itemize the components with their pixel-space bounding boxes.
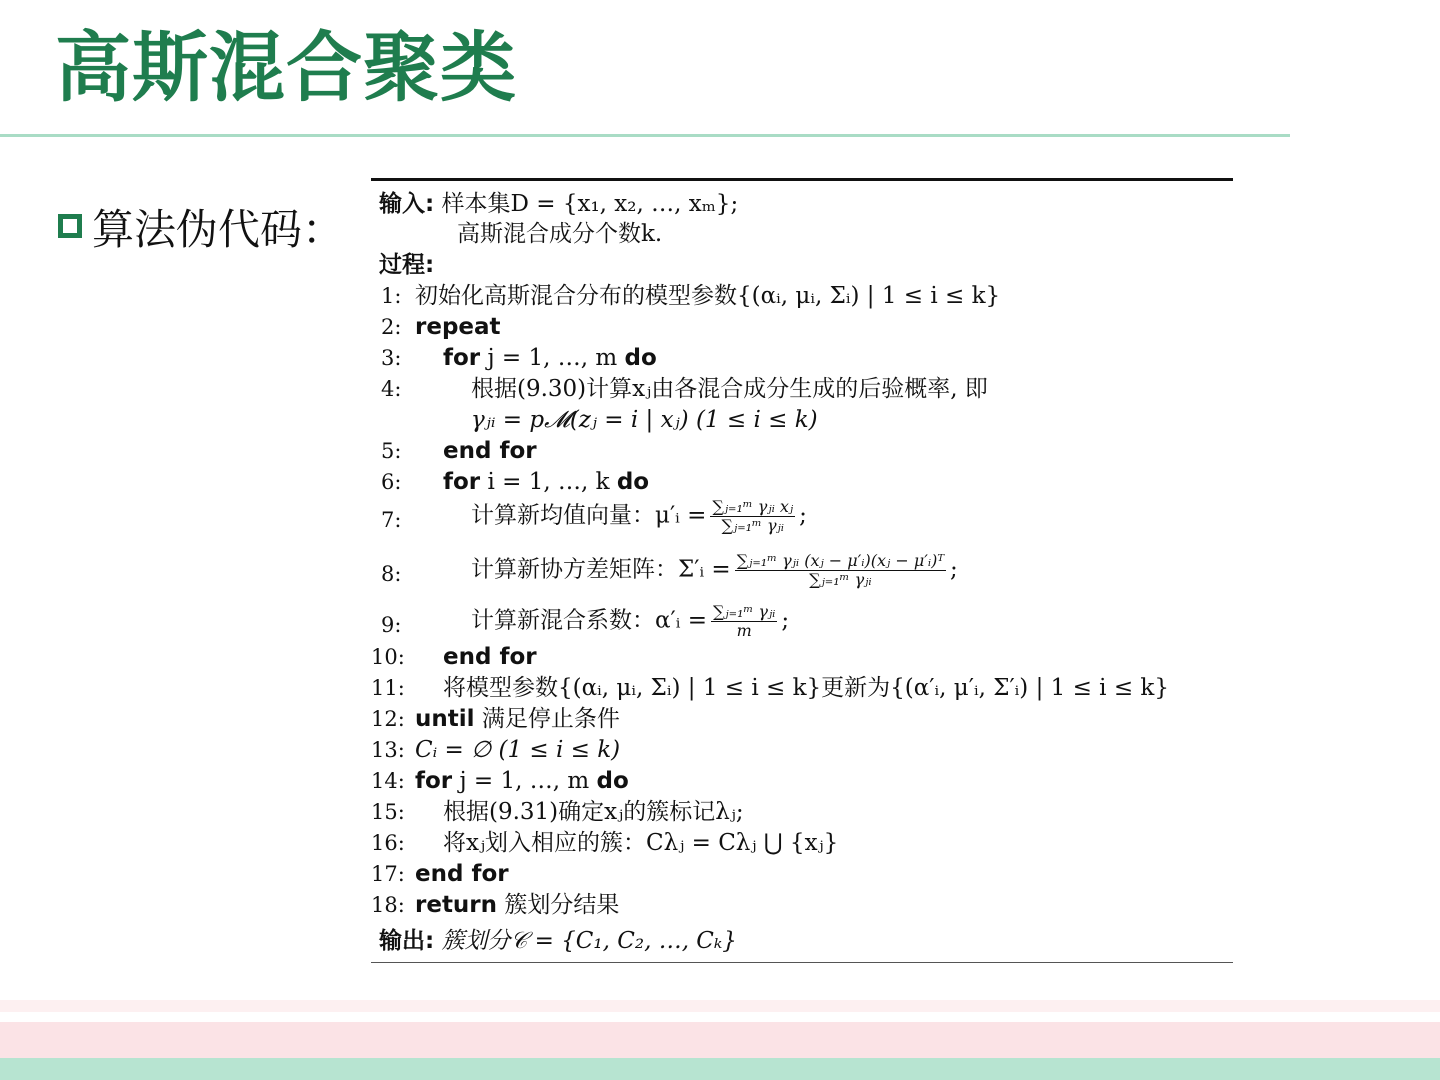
step-text: γⱼᵢ = p𝓜(zⱼ = i | xⱼ) (1 ≤ i ≤ k) (471, 407, 818, 433)
fraction-suffix: ; (799, 502, 807, 529)
fraction-numerator: ∑ⱼ₌₁ᵐ γⱼᵢ xⱼ (712, 497, 794, 516)
bullet-label: 算法伪代码： (92, 205, 345, 254)
output-text: 簇划分𝒞 = {C₁, C₂, …, Cₖ} (441, 928, 737, 954)
title-divider (0, 134, 1290, 137)
algorithm-bottom-rule (371, 962, 1233, 963)
fraction-numerator: ∑ⱼ₌₁ᵐ γⱼᵢ (xⱼ − μ′ᵢ)(xⱼ − μ′ᵢ)ᵀ (736, 551, 945, 570)
step-number: 14: (371, 769, 405, 793)
step-number: 6: (381, 470, 402, 494)
mean-fraction (710, 498, 795, 535)
algorithm-box (371, 178, 1233, 964)
slide-title: 高斯混合聚类 (55, 23, 517, 112)
step-text (471, 498, 807, 535)
step-text: return 簇划分结果 (415, 892, 620, 918)
step-text: Cᵢ = ∅ (1 ≤ i ≤ k) (415, 737, 621, 763)
input-label: 输入: (379, 191, 435, 217)
output-label: 输出: (379, 928, 435, 954)
step-number: 11: (371, 676, 405, 700)
step-text: 根据(9.30)计算xⱼ由各混合成分生成的后验概率, 即 (471, 376, 988, 402)
input-line-1 (379, 190, 738, 218)
step-number: 16: (371, 831, 405, 855)
step-number: 3: (381, 346, 402, 370)
footer-stripe-light (0, 1000, 1440, 1012)
bullet-heading (58, 200, 344, 260)
process-label: 过程: (379, 252, 435, 278)
algorithm-top-rule (371, 178, 1233, 181)
step-text: for i = 1, …, k do (443, 469, 650, 495)
input-line-2 (457, 220, 662, 248)
fraction-numerator: ∑ⱼ₌₁ᵐ γⱼᵢ (712, 602, 776, 621)
step-text: repeat (415, 314, 501, 340)
step-number: 9: (381, 613, 402, 637)
mixing-coef-fraction (711, 603, 777, 640)
step-number: 12: (371, 707, 405, 731)
step-number: 2: (381, 315, 402, 339)
step-label: 计算新混合系数：α′ᵢ = (471, 607, 707, 634)
footer-stripe-pink (0, 1022, 1440, 1058)
step-number: 17: (371, 862, 405, 886)
step-text: 初始化高斯混合分布的模型参数{(αᵢ, μᵢ, Σᵢ) | 1 ≤ i ≤ k} (415, 283, 1001, 309)
covariance-fraction (735, 552, 946, 589)
square-bullet-icon (58, 214, 82, 238)
step-number: 10: (371, 645, 405, 669)
step-text: end for (443, 644, 537, 670)
step-text: 将模型参数{(αᵢ, μᵢ, Σᵢ) | 1 ≤ i ≤ k}更新为{(α′ᵢ, μ′ᵢ, Σ′ᵢ) | 1 ≤ i ≤ k} (443, 675, 1169, 701)
step-number: 18: (371, 893, 405, 917)
fraction-denominator: ∑ⱼ₌₁ᵐ γⱼᵢ (809, 570, 872, 589)
output-line (379, 927, 737, 955)
fraction-denominator: m (736, 621, 752, 640)
step-number: 13: (371, 738, 405, 762)
step-text: until 满足停止条件 (415, 706, 620, 732)
step-text: for j = 1, …, m do (415, 768, 629, 794)
step-text: 将xⱼ划入相应的簇：Cλⱼ = Cλⱼ ⋃ {xⱼ} (443, 830, 839, 856)
step-text: end for (415, 861, 509, 887)
step-number: 5: (381, 439, 402, 463)
input-text-1: 样本集D = {x₁, x₂, …, xₘ}; (441, 191, 739, 217)
step-label: 计算新协方差矩阵：Σ′ᵢ = (471, 556, 731, 583)
step-number: 8: (381, 562, 402, 586)
step-text (471, 603, 789, 640)
step-text: for j = 1, …, m do (443, 345, 657, 371)
step-number: 4: (381, 377, 402, 401)
step-number: 7: (381, 508, 402, 532)
step-label: 计算新均值向量：μ′ᵢ = (471, 502, 707, 529)
footer-stripe-green (0, 1058, 1440, 1080)
step-number: 15: (371, 800, 405, 824)
fraction-suffix: ; (950, 556, 958, 583)
fraction-denominator: ∑ⱼ₌₁ᵐ γⱼᵢ (721, 516, 784, 535)
step-text: 根据(9.31)确定xⱼ的簇标记λⱼ; (443, 799, 744, 825)
step-number: 1: (381, 284, 402, 308)
input-text-2: 高斯混合成分个数k. (457, 221, 663, 247)
step-text (471, 552, 958, 589)
process-label-line (379, 251, 434, 279)
fraction-suffix: ; (781, 607, 790, 634)
step-text: end for (443, 438, 537, 464)
